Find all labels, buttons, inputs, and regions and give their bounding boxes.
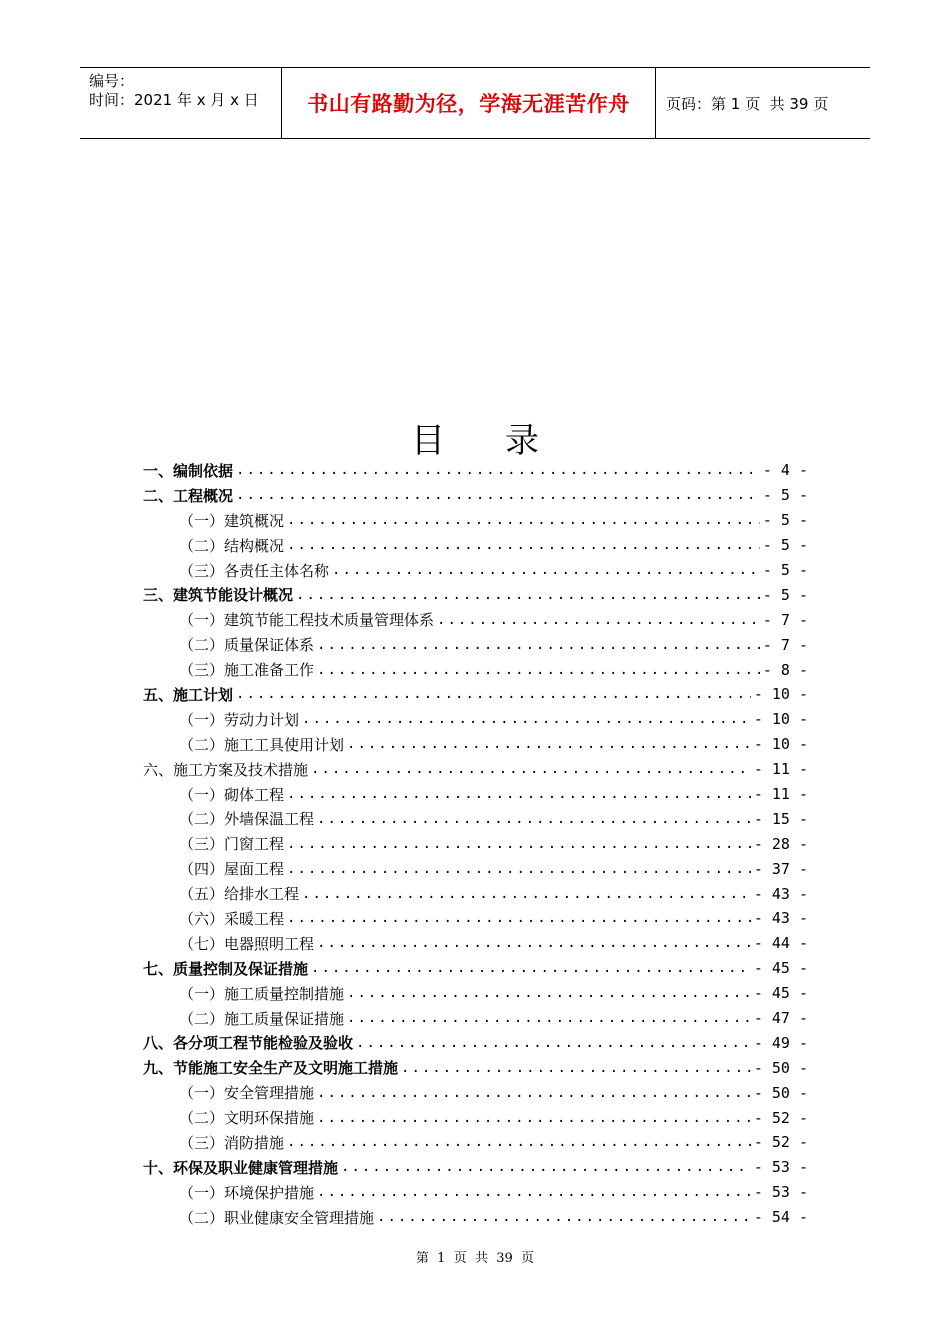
toc-entry-label: （四）屋面工程	[179, 860, 285, 879]
toc-entry-label: 二、工程概况	[143, 486, 234, 505]
toc-entry-label: （一）劳动力计划	[179, 710, 300, 729]
toc-entry[interactable]	[143, 1155, 808, 1180]
toc-entry[interactable]	[143, 607, 808, 632]
toc-dot-leader	[287, 861, 751, 877]
toc-entry[interactable]	[143, 632, 808, 657]
toc-dot-leader	[317, 1110, 751, 1126]
toc-dot-leader	[347, 985, 751, 1001]
toc-entry[interactable]	[143, 707, 808, 732]
page-footer: 第 1 页 共 39 页	[415, 1251, 535, 1266]
toc-entry[interactable]	[143, 831, 808, 856]
toc-entry-page: - 43 -	[753, 884, 808, 903]
toc-entry[interactable]	[143, 782, 808, 807]
document-header	[80, 67, 870, 139]
toc-entry[interactable]	[143, 1180, 808, 1205]
toc-dot-leader	[302, 886, 751, 902]
toc-entry[interactable]	[143, 1055, 808, 1080]
toc-entry-page: - 11 -	[753, 785, 808, 804]
toc-entry-page: - 45 -	[753, 959, 808, 978]
toc-entry-page: - 53 -	[753, 1183, 808, 1202]
toc-dot-leader	[317, 662, 760, 678]
toc-entry-label: （五）给排水工程	[179, 885, 300, 904]
toc-entry[interactable]	[143, 682, 808, 707]
toc-entry[interactable]	[143, 732, 808, 757]
toc-entry-label: 七、质量控制及保证措施	[143, 959, 309, 978]
toc-dot-leader	[287, 910, 751, 926]
toc-dot-leader	[287, 786, 751, 802]
toc-entry-label: 三、建筑节能设计概况	[143, 586, 294, 605]
toc-entry-page: - 5 -	[762, 486, 808, 505]
toc-entry-page: - 54 -	[753, 1208, 808, 1227]
toc-entry-label: （一）建筑节能工程技术质量管理体系	[179, 611, 435, 630]
toc-entry-page: - 5 -	[762, 561, 808, 579]
toc-entry-label: 五、施工计划	[143, 685, 234, 704]
toc-entry-label: （一）施工质量控制措施	[179, 984, 345, 1003]
toc-entry-page: - 47 -	[753, 1009, 808, 1028]
toc-entry-page: - 5 -	[762, 536, 808, 555]
toc-entry[interactable]	[143, 757, 808, 782]
toc-entry-label: （一）建筑概况	[179, 511, 285, 530]
toc-entry-label: 一、编制依据	[143, 461, 234, 480]
toc-dot-leader	[287, 512, 760, 528]
toc-entry-label: （六）采暖工程	[179, 909, 285, 928]
toc-entry[interactable]	[143, 1105, 808, 1130]
toc-entry[interactable]	[143, 806, 808, 831]
toc-entry[interactable]	[143, 1006, 808, 1031]
toc-entry-label: （三）消防措施	[179, 1133, 285, 1152]
toc-entry[interactable]	[143, 981, 808, 1006]
toc-entry-label: （二）结构概况	[179, 536, 285, 555]
toc-dot-leader	[341, 1159, 751, 1175]
header-meta-cell	[80, 68, 282, 138]
toc-entry[interactable]	[143, 856, 808, 881]
toc-entry[interactable]	[143, 558, 808, 583]
toc-entry[interactable]	[143, 931, 808, 956]
toc-entry-page: - 5 -	[762, 511, 808, 530]
header-page-cell	[656, 68, 870, 138]
toc-dot-leader	[347, 1010, 751, 1026]
toc-dot-leader	[311, 960, 751, 976]
toc-dot-leader	[236, 686, 751, 702]
toc-entry-page: - 7 -	[762, 610, 808, 629]
toc-dot-leader	[317, 637, 760, 653]
toc-entry-label: （一）环境保护措施	[179, 1183, 315, 1202]
toc-entry-label: 六、施工方案及技术措施	[143, 760, 309, 779]
toc-dot-leader	[287, 1134, 751, 1150]
toc-dot-leader	[317, 1184, 751, 1200]
toc-entry[interactable]	[143, 906, 808, 931]
toc-entry[interactable]	[143, 458, 808, 483]
toc-entry-page: - 43 -	[753, 909, 808, 928]
toc-entry-label: 十、环保及职业健康管理措施	[143, 1158, 339, 1177]
toc-entry-page: - 53 -	[753, 1158, 808, 1177]
toc-entry-label: （二）施工质量保证措施	[179, 1009, 345, 1028]
toc-dot-leader	[437, 612, 760, 628]
toc-entry-label: （三）施工准备工作	[179, 661, 315, 680]
toc-entry-label: （七）电器照明工程	[179, 934, 315, 953]
toc-entry[interactable]	[143, 657, 808, 682]
toc-entry-label: （二）质量保证体系	[179, 636, 315, 655]
toc-dot-leader	[296, 587, 760, 603]
toc-entry-label: （二）外墙保温工程	[179, 810, 315, 829]
toc-entry-label: （三）各责任主体名称	[179, 561, 330, 580]
toc-dot-leader	[317, 811, 751, 827]
toc-entry-page: - 10 -	[753, 735, 808, 754]
toc-entry[interactable]	[143, 483, 808, 508]
toc-dot-leader	[332, 562, 760, 578]
toc-entry-label: 八、各分项工程节能检验及验收	[143, 1034, 354, 1053]
toc-entry-page: - 28 -	[753, 834, 808, 853]
toc-entry-page: - 52 -	[753, 1108, 808, 1127]
toc-entry-page: - 15 -	[753, 809, 808, 828]
header-motto-cell	[282, 68, 656, 138]
toc-entry-label: （二）施工工具使用计划	[179, 735, 345, 754]
toc-entry-page: - 49 -	[753, 1033, 808, 1052]
toc-dot-leader	[347, 736, 751, 752]
toc-entry-page: - 44 -	[753, 934, 808, 953]
toc-entry-label: （一）砌体工程	[179, 785, 285, 804]
toc-entry[interactable]	[143, 533, 808, 558]
toc-dot-leader	[302, 711, 751, 727]
toc-entry-label: （二）职业健康安全管理措施	[179, 1208, 375, 1227]
toc-entry[interactable]	[143, 881, 808, 906]
toc-entry-page: - 10 -	[753, 710, 808, 729]
toc-title: 目录	[411, 421, 599, 461]
toc-entry[interactable]	[143, 1080, 808, 1105]
toc-entry[interactable]	[143, 1130, 808, 1155]
header-motto: 书山有路勤为径，学海无涯苦作舟	[307, 92, 630, 116]
header-number-label: 编号：	[89, 72, 135, 90]
toc-dot-leader	[287, 537, 760, 553]
toc-entry-page: - 45 -	[753, 984, 808, 1003]
toc-dot-leader	[401, 1060, 751, 1076]
toc-entry-page: - 37 -	[753, 859, 808, 878]
toc-entry-label: 九、节能施工安全生产及文明施工措施	[143, 1059, 399, 1078]
toc-entry[interactable]	[143, 1030, 808, 1055]
toc-dot-leader	[311, 761, 751, 777]
toc-dot-leader	[317, 1085, 751, 1101]
toc-entry[interactable]	[143, 508, 808, 533]
toc-entry-page: - 50 -	[753, 1083, 808, 1102]
toc-dot-leader	[287, 836, 751, 852]
toc-entry[interactable]	[143, 1205, 808, 1230]
table-of-contents	[143, 458, 808, 1230]
header-time-label: 时间：2021 年 x 月 x 日	[89, 91, 259, 109]
toc-entry-page: - 7 -	[762, 635, 808, 654]
header-page-info: 页码：第 1 页 共 39 页	[666, 94, 829, 113]
toc-entry[interactable]	[143, 956, 808, 981]
toc-entry-page: - 8 -	[762, 660, 808, 679]
toc-dot-leader	[236, 462, 760, 478]
toc-entry-page: - 4 -	[762, 461, 808, 480]
toc-entry-label: （二）文明环保措施	[179, 1109, 315, 1128]
toc-entry-page: - 10 -	[753, 685, 808, 704]
toc-dot-leader	[377, 1209, 751, 1225]
toc-entry-label: （一）安全管理措施	[179, 1084, 315, 1103]
toc-entry-label: （三）门窗工程	[179, 835, 285, 854]
toc-entry[interactable]	[143, 582, 808, 607]
toc-dot-leader	[356, 1035, 751, 1051]
toc-entry-page: - 5 -	[762, 585, 808, 604]
toc-entry-page: - 11 -	[753, 760, 808, 779]
toc-entry-page: - 52 -	[753, 1133, 808, 1152]
toc-entry-page: - 50 -	[753, 1058, 808, 1077]
toc-dot-leader	[317, 935, 751, 951]
toc-dot-leader	[236, 487, 760, 503]
